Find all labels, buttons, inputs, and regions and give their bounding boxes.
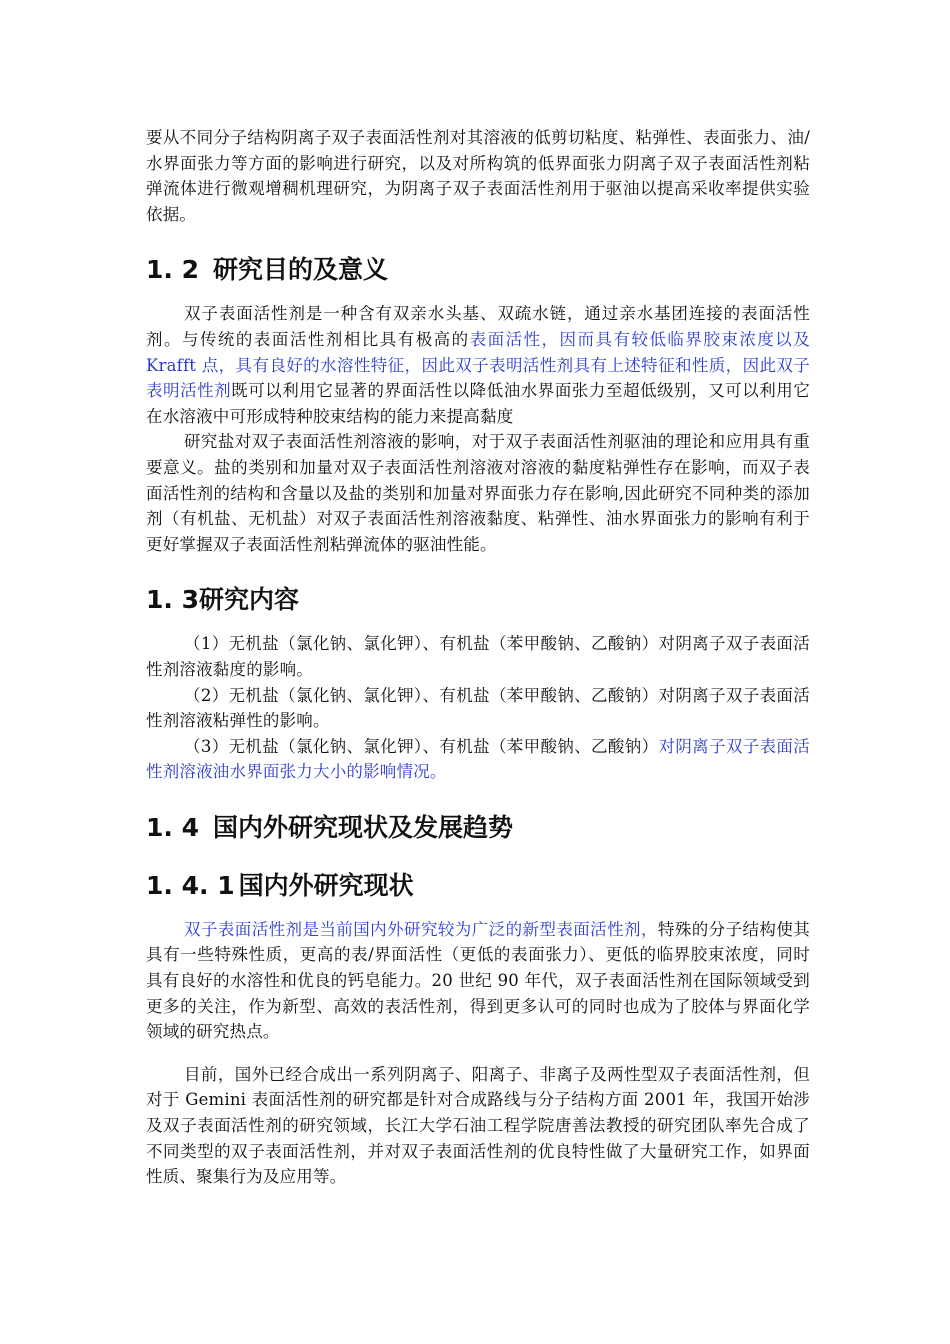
text-run: 双子表面活性剂是一种含有双亲水头基、双疏水链，通过亲水基团连接的表面活性剂。与传统的表面活性剂相比具有极高的: [146, 304, 810, 349]
paragraph-salt-effect: 研究盐对双子表面活性剂溶液的影响，对于双子表面活性剂驱油的理论和应用具有重要意义。盐的类别和加量对双子表面活性剂溶液对溶液的黏度粘弹性存在影响，而双子表面活性剂的结构和含量以及盐的类别和加量对界面张力存在影响,因此研究不同种类的添加剂（有机盐、无机盐）对双子表面活性剂溶液黏度、粘弹性、油水界面张力的影响有利于更好掌握双子表面活性剂粘弹流体的驱油性能。: [146, 432, 810, 554]
highlighted-text: 对阴离子双子表面活性剂溶液油水界面张力大小的影响情况。: [146, 736, 810, 782]
text-run: （3）无机盐（氯化钠、氯化钾）、有机盐（苯甲酸钠、乙酸钠）: [184, 736, 659, 756]
list-item: [146, 734, 810, 785]
text-run: 既可以利用它显著的界面活性以降低油水界面张力至超低级别，又可以利用它在水溶液中可形成特种胶束结构的能力来提高黏度: [146, 381, 810, 426]
section-heading-1-4-1: [146, 869, 810, 903]
list-item: （1）无机盐（氯化钠、氯化钾）、有机盐（苯甲酸钠、乙酸钠）对阴离子双子表面活性剂溶液黏度的影响。: [146, 634, 810, 679]
paragraph-gemini-definition: [146, 301, 810, 429]
paragraph-domestic-research: 目前，国外已经合成出一系列阴离子、阳离子、非离子及两性型双子表面活性剂，但对于 Gemini 表面活性剂的研究都是针对合成路线与分子结构方面 2001 年，我国开始涉及双子表面活性剂的研究领域，长江大学石油工程学院唐善法教授的研究团队率先合成了不同类型的双子表面活性剂，并对双子表面活性剂的优良特性做了大量研究工作，如界面性质、聚集行为及应用等。: [146, 1064, 810, 1187]
text-run: 特殊的分子结构使其具有一些特殊性质，更高的表/界面活性（更低的表面张力）、更低的临界胶束浓度，同时具有良好的水溶性和优良的钙皂能力。20 世纪 90 年代，双子表面活性剂在国际领域受到更多的关注，作为新型、高效的表活性剂，得到更多认可的同时也成为了胶体与界面化学领域的研究热点。: [146, 919, 810, 1042]
list-item: （2）无机盐（氯化钠、氯化钾）、有机盐（苯甲酸钠、乙酸钠）对阴离子双子表面活性剂溶液粘弹性的影响。: [146, 685, 810, 731]
section-title: 国内外研究现状及发展趋势: [213, 812, 514, 842]
section-title: 研究内容: [199, 585, 300, 615]
page-content: [146, 125, 810, 1190]
section-title: 研究目的及意义: [213, 255, 389, 285]
section-number: 1. 4: [146, 812, 199, 842]
section-heading-1-4: [146, 811, 810, 845]
section-number: 1. 2: [146, 255, 199, 285]
highlighted-text: 双子表面活性剂是当前国内外研究较为广泛的新型表面活性剂，: [184, 919, 658, 939]
paragraph-research-status: [146, 917, 810, 1045]
highlighted-text: 表面活性，因而具有较低临界胶束浓度以及 Krafft 点，具有良好的水溶性特征，因此双子表明活性剂具有上述特征和性质，因此双子表明活性剂: [146, 329, 810, 401]
section-number: 1. 3: [146, 585, 199, 615]
intro-paragraph: 要从不同分子结构阴离子双子表面活性剂对其溶液的低剪切粘度、粘弹性、表面张力、油/水界面张力等方面的影响进行研究，以及对所构筑的低界面张力阴离子双子表面活性剂粘弹流体进行微观增稠机理研究，为阴离子双子表面活性剂用于驱油以提高采收率提供实验依据。: [146, 128, 810, 224]
section-number: 1. 4. 1: [146, 870, 235, 900]
section-heading-1-2: [146, 253, 810, 287]
section-title: 国内外研究现状: [238, 870, 414, 900]
section-heading-1-3: [146, 583, 810, 617]
